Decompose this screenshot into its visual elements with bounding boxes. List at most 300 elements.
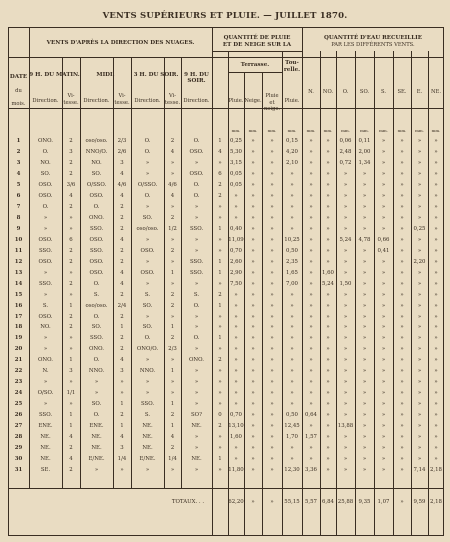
table-cell: »	[251, 170, 255, 177]
table-cell: »	[309, 258, 313, 265]
table-cell: 7,50	[229, 280, 242, 287]
table-cell: SO.	[142, 324, 153, 331]
table-cell: 2	[170, 445, 175, 452]
table-cell: »	[218, 280, 222, 287]
table-cell: 1,70	[285, 434, 298, 441]
table-cell: »	[400, 302, 404, 309]
table-cell: »	[434, 434, 438, 441]
table-cell: »	[417, 203, 422, 210]
table-cell: »	[234, 291, 238, 298]
table-cell: »	[381, 291, 386, 298]
pluie-neige-header: Pluie	[265, 93, 279, 99]
table-cell: »	[343, 313, 348, 320]
table-cell: 1	[218, 269, 222, 276]
table-cell: »	[362, 445, 367, 452]
vitesse-header: Vi-	[67, 93, 75, 99]
table-cell: 2,60	[229, 258, 242, 265]
table-cell: »	[326, 456, 330, 463]
table-cell: »	[234, 302, 238, 309]
table-cell: 4,78	[358, 236, 371, 243]
table-cell: »	[362, 456, 367, 463]
table-cell: »	[326, 192, 330, 199]
table-cell: »	[400, 335, 404, 342]
table-cell: »	[326, 247, 330, 254]
table-cell: »	[417, 291, 422, 298]
table-cell: »	[362, 247, 367, 254]
table-cell: »	[170, 280, 175, 287]
table-cell: »	[270, 138, 274, 144]
table-cell: »	[362, 291, 367, 298]
table-cell: 4	[120, 192, 124, 199]
table-cell: »	[251, 148, 255, 155]
table-cell: OSO.	[38, 192, 53, 199]
table-cell: OSO.	[38, 258, 53, 265]
table-cell: »	[145, 280, 150, 287]
table-cell: ENE.	[38, 423, 53, 430]
table-cell: »	[69, 291, 73, 298]
table-cell: 17	[14, 313, 23, 320]
table-cell: »	[309, 269, 313, 276]
table-cell: »	[43, 225, 48, 232]
table-cell: 2	[170, 335, 175, 342]
table-cell: »	[400, 236, 404, 243]
grid-line	[8, 488, 444, 489]
table-cell: »	[170, 170, 175, 177]
table-cell: ONO.	[189, 357, 204, 364]
table-cell: 1	[170, 401, 175, 408]
table-cell: 9	[16, 225, 21, 232]
table-cell: »	[400, 357, 404, 364]
table-cell: O/SSO.	[86, 181, 107, 188]
table-cell: »	[309, 368, 313, 375]
table-cell: »	[251, 138, 255, 144]
pluie-group-header: QUANTITÉ DE PLUIE	[223, 35, 291, 41]
wind-direction-header: O.	[342, 89, 349, 95]
table-cell: SSO.	[89, 225, 104, 232]
table-cell: »	[400, 159, 404, 166]
table-cell: 3,36	[304, 467, 317, 474]
table-cell: »	[326, 258, 330, 265]
table-cell: »	[234, 368, 238, 375]
totals-cell: 25,88	[337, 499, 354, 505]
unit-label: mm.	[415, 128, 424, 133]
table-cell: »	[434, 181, 438, 188]
table-cell: »	[309, 357, 313, 364]
table-cell: »	[434, 225, 438, 232]
table-cell: »	[170, 203, 175, 210]
table-cell: »	[234, 379, 238, 386]
table-cell: 0,11	[358, 138, 371, 144]
table-cell: »	[434, 214, 438, 221]
table-cell: 3,15	[229, 159, 242, 166]
table-cell: »	[326, 335, 330, 342]
table-cell: »	[400, 456, 404, 463]
table-cell: »	[270, 192, 274, 199]
table-cell: »	[381, 368, 386, 375]
table-cell: »	[251, 236, 255, 243]
table-cell: »	[145, 467, 150, 474]
direction-header: Direction.	[134, 98, 161, 104]
totals-cell: 62,20	[228, 499, 244, 505]
table-cell: O.	[42, 148, 49, 155]
time-header-9h-soir: 9 H. DU SOIR.	[184, 72, 209, 84]
table-cell: »	[218, 434, 222, 441]
table-cell: »	[434, 280, 438, 287]
table-cell: O.	[193, 192, 200, 199]
table-cell: »	[381, 159, 386, 166]
table-cell: »	[381, 138, 386, 144]
table-cell: »	[400, 324, 404, 331]
table-cell: »	[290, 368, 294, 375]
table-cell: »	[400, 181, 404, 188]
table-cell: »	[309, 148, 313, 155]
table-cell: 0,05	[229, 181, 242, 188]
table-cell: »	[417, 335, 422, 342]
table-cell: »	[417, 368, 422, 375]
table-cell: »	[400, 291, 404, 298]
table-cell: »	[381, 225, 386, 232]
table-cell: »	[218, 324, 222, 331]
table-cell: 1,34	[358, 159, 371, 166]
table-cell: 1,50	[339, 280, 352, 287]
table-cell: »	[400, 214, 404, 221]
table-cell: »	[326, 214, 330, 221]
table-cell: 0,06	[339, 138, 352, 144]
table-cell: »	[145, 357, 150, 364]
table-cell: »	[362, 280, 367, 287]
table-cell: »	[145, 159, 150, 166]
table-cell: »	[309, 280, 313, 287]
table-cell: 4	[120, 269, 124, 276]
vitesse-header: Vi-	[118, 93, 126, 99]
table-cell: »	[381, 203, 386, 210]
table-cell: »	[400, 467, 404, 474]
table-cell: 0,25	[229, 138, 242, 144]
table-cell: »	[218, 445, 222, 452]
table-cell: 21	[14, 357, 23, 364]
table-cell: 2	[218, 291, 222, 298]
table-cell: 3	[69, 148, 73, 155]
table-cell: »	[362, 214, 367, 221]
table-cell: »	[270, 423, 274, 430]
table-cell: 2	[69, 445, 73, 452]
table-cell: 5,24	[339, 236, 352, 243]
table-cell: »	[362, 203, 367, 210]
table-cell: »	[194, 346, 199, 353]
table-cell: 0,70	[229, 247, 242, 254]
table-cell: 22	[14, 368, 23, 375]
time-header-midi: MIDI.	[96, 72, 115, 78]
table-cell: SE.	[40, 467, 51, 474]
grid-line	[8, 108, 444, 109]
table-cell: NO.	[40, 159, 51, 166]
table-cell: »	[381, 302, 386, 309]
table-cell: »	[381, 269, 386, 276]
table-cell: »	[145, 170, 150, 177]
table-cell: 1,65	[285, 269, 298, 276]
table-cell: »	[417, 247, 422, 254]
table-cell: »	[362, 423, 367, 430]
unit-label: mm.	[306, 128, 316, 133]
table-cell: »	[434, 236, 438, 243]
table-cell: »	[290, 445, 294, 452]
table-cell: oso/oso.	[85, 302, 108, 309]
table-cell: »	[270, 148, 274, 155]
wind-direction-header: NO.	[322, 89, 334, 95]
table-cell: »	[290, 346, 294, 353]
table-cell: 3	[69, 368, 73, 375]
table-cell: »	[43, 335, 48, 342]
table-cell: NE.	[142, 423, 153, 430]
table-cell: 2/6	[117, 148, 127, 155]
table-cell: »	[381, 467, 386, 474]
table-cell: SO.	[40, 170, 51, 177]
table-cell: »	[270, 412, 274, 419]
table-cell: »	[362, 379, 367, 386]
table-cell: »	[69, 379, 73, 386]
table-cell: ONO.	[89, 346, 104, 353]
table-cell: »	[290, 170, 294, 177]
table-cell: »	[194, 324, 199, 331]
table-cell: »	[417, 390, 422, 397]
table-cell: »	[218, 390, 222, 397]
table-cell: »	[362, 401, 367, 408]
table-cell: »	[381, 148, 386, 155]
table-cell: OSO.	[140, 269, 155, 276]
table-cell: »	[381, 423, 386, 430]
table-cell: »	[417, 214, 422, 221]
table-cell: »	[434, 401, 438, 408]
table-cell: »	[309, 247, 313, 254]
table-cell: 0,41	[377, 247, 390, 254]
table-cell: »	[69, 335, 73, 342]
table-cell: NE.	[40, 434, 51, 441]
terrasse-header: Terrasse.	[240, 62, 270, 68]
table-cell: 3	[120, 445, 124, 452]
table-cell: 8	[16, 214, 21, 221]
table-cell: »	[343, 335, 348, 342]
table-cell: 2,18	[429, 467, 442, 474]
table-cell: »	[400, 203, 404, 210]
table-cell: »	[381, 357, 386, 364]
table-cell: »	[326, 368, 330, 375]
table-cell: »	[400, 148, 404, 155]
grid-line	[212, 51, 302, 52]
table-cell: O.	[93, 203, 100, 210]
table-cell: SO?	[190, 412, 202, 419]
table-cell: »	[381, 335, 386, 342]
table-cell: »	[251, 335, 255, 342]
grid-line	[29, 57, 212, 58]
wind-direction-header: NE.	[431, 89, 441, 95]
table-cell: O.	[144, 335, 151, 342]
table-cell: 4	[170, 148, 175, 155]
table-cell: »	[417, 302, 422, 309]
table-cell: 1	[218, 335, 222, 342]
table-cell: 0,70	[229, 412, 242, 419]
table-cell: »	[309, 324, 313, 331]
table-cell: 2	[69, 170, 73, 177]
table-cell: »	[309, 313, 313, 320]
table-cell: SSO.	[189, 269, 204, 276]
table-cell: »	[120, 379, 124, 386]
table-cell: »	[251, 412, 255, 419]
table-cell: »	[400, 390, 404, 397]
table-cell: O.	[93, 412, 100, 419]
table-cell: »	[417, 423, 422, 430]
table-cell: oso/oso.	[85, 138, 108, 144]
table-cell: »	[434, 379, 438, 386]
table-cell: »	[400, 280, 404, 287]
table-cell: NE.	[142, 434, 153, 441]
table-cell: 2	[218, 423, 222, 430]
table-cell: »	[218, 401, 222, 408]
table-cell: 2	[170, 412, 175, 419]
table-cell: »	[343, 247, 348, 254]
table-cell: »	[234, 192, 238, 199]
table-cell: »	[343, 269, 348, 276]
table-cell: »	[417, 159, 422, 166]
table-cell: »	[309, 170, 313, 177]
table-cell: SO.	[91, 170, 102, 177]
table-cell: »	[326, 423, 330, 430]
table-cell: »	[434, 423, 438, 430]
table-cell: »	[343, 203, 348, 210]
table-cell: »	[251, 192, 255, 199]
table-cell: »	[120, 467, 124, 474]
vitesse-header: tesse.	[63, 100, 79, 106]
table-cell: 6	[69, 236, 73, 243]
table-cell: »	[434, 412, 438, 419]
totals-cell: 6,84	[321, 499, 334, 505]
table-cell: E/NE.	[139, 456, 156, 463]
table-cell: »	[309, 379, 313, 386]
table-cell: oso/oso.	[136, 225, 159, 232]
table-cell: »	[234, 214, 238, 221]
table-cell: 0,15	[285, 138, 298, 144]
wind-direction-header: E.	[416, 89, 423, 95]
table-cell: »	[434, 335, 438, 342]
time-header-3h-soir: 3 H. DU SOIR.	[133, 72, 179, 78]
table-cell: »	[417, 192, 422, 199]
wind-direction-header: S.	[380, 89, 387, 95]
table-cell: »	[43, 401, 48, 408]
table-cell: 2	[170, 214, 175, 221]
table-cell: »	[309, 214, 313, 221]
table-cell: 1	[120, 401, 124, 408]
table-cell: »	[270, 379, 274, 386]
table-cell: N.	[42, 368, 49, 375]
table-cell: 1	[218, 138, 222, 144]
table-cell: NE.	[40, 456, 51, 463]
table-cell: »	[290, 302, 294, 309]
table-cell: »	[170, 467, 175, 474]
table-cell: »	[120, 390, 124, 397]
table-cell: »	[194, 434, 199, 441]
table-cell: »	[290, 214, 294, 221]
table-cell: »	[326, 302, 330, 309]
table-cell: »	[234, 401, 238, 408]
table-cell: 4	[170, 192, 175, 199]
table-cell: »	[343, 368, 348, 375]
page-title: VENTS SUPÉRIEURS ET PLUIE. — JUILLET 1870.	[102, 11, 348, 21]
tourelle-header: Tou-	[285, 60, 299, 66]
table-cell: »	[290, 335, 294, 342]
table-cell: 7,00	[285, 280, 298, 287]
table-cell: »	[218, 159, 222, 166]
table-cell: »	[270, 335, 274, 342]
table-cell: »	[343, 390, 348, 397]
table-cell: »	[270, 357, 274, 364]
table-cell: »	[251, 324, 255, 331]
table-cell: »	[290, 313, 294, 320]
table-cell: »	[400, 368, 404, 375]
table-cell: »	[326, 324, 330, 331]
table-cell: »	[194, 445, 199, 452]
table-cell: »	[309, 346, 313, 353]
table-cell: 1	[170, 423, 175, 430]
table-cell: 12,45	[284, 423, 300, 430]
table-cell: »	[434, 170, 438, 177]
table-cell: »	[270, 203, 274, 210]
table-cell: »	[251, 280, 255, 287]
table-cell: »	[270, 247, 274, 254]
table-cell: »	[251, 368, 255, 375]
table-cell: OSO.	[189, 170, 204, 177]
table-cell: SSO.	[189, 258, 204, 265]
table-cell: »	[251, 225, 255, 232]
table-cell: »	[362, 346, 367, 353]
table-cell: »	[400, 192, 404, 199]
table-cell: »	[170, 357, 175, 364]
table-cell: »	[434, 302, 438, 309]
table-cell: »	[326, 412, 330, 419]
table-cell: »	[381, 313, 386, 320]
table-cell: 2	[170, 302, 175, 309]
table-cell: »	[218, 368, 222, 375]
table-cell: »	[417, 434, 422, 441]
table-cell: »	[326, 467, 330, 474]
table-cell: »	[251, 258, 255, 265]
table-cell: »	[343, 181, 348, 188]
table-cell: 1,60	[229, 434, 242, 441]
table-cell: 2/4	[117, 302, 127, 309]
table-cell: »	[417, 313, 422, 320]
table-cell: »	[343, 258, 348, 265]
table-cell: »	[251, 445, 255, 452]
table-cell: 2,35	[285, 258, 298, 265]
table-cell: »	[362, 434, 367, 441]
table-cell: »	[290, 291, 294, 298]
table-cell: »	[326, 181, 330, 188]
table-cell: »	[434, 346, 438, 353]
table-cell: »	[234, 313, 238, 320]
table-cell: 4	[69, 434, 73, 441]
table-cell: »	[170, 236, 175, 243]
table-cell: »	[309, 181, 313, 188]
table-cell: SSO.	[38, 247, 53, 254]
table-cell: »	[326, 138, 330, 144]
table-cell: »	[234, 346, 238, 353]
table-cell: »	[309, 159, 313, 166]
table-cell: »	[417, 269, 422, 276]
table-cell: NNO/O.	[85, 148, 108, 155]
table-cell: NO.	[91, 159, 102, 166]
table-cell: »	[381, 412, 386, 419]
table-cell: 1	[120, 423, 124, 430]
table-cell: »	[309, 138, 313, 144]
table-cell: »	[218, 214, 222, 221]
